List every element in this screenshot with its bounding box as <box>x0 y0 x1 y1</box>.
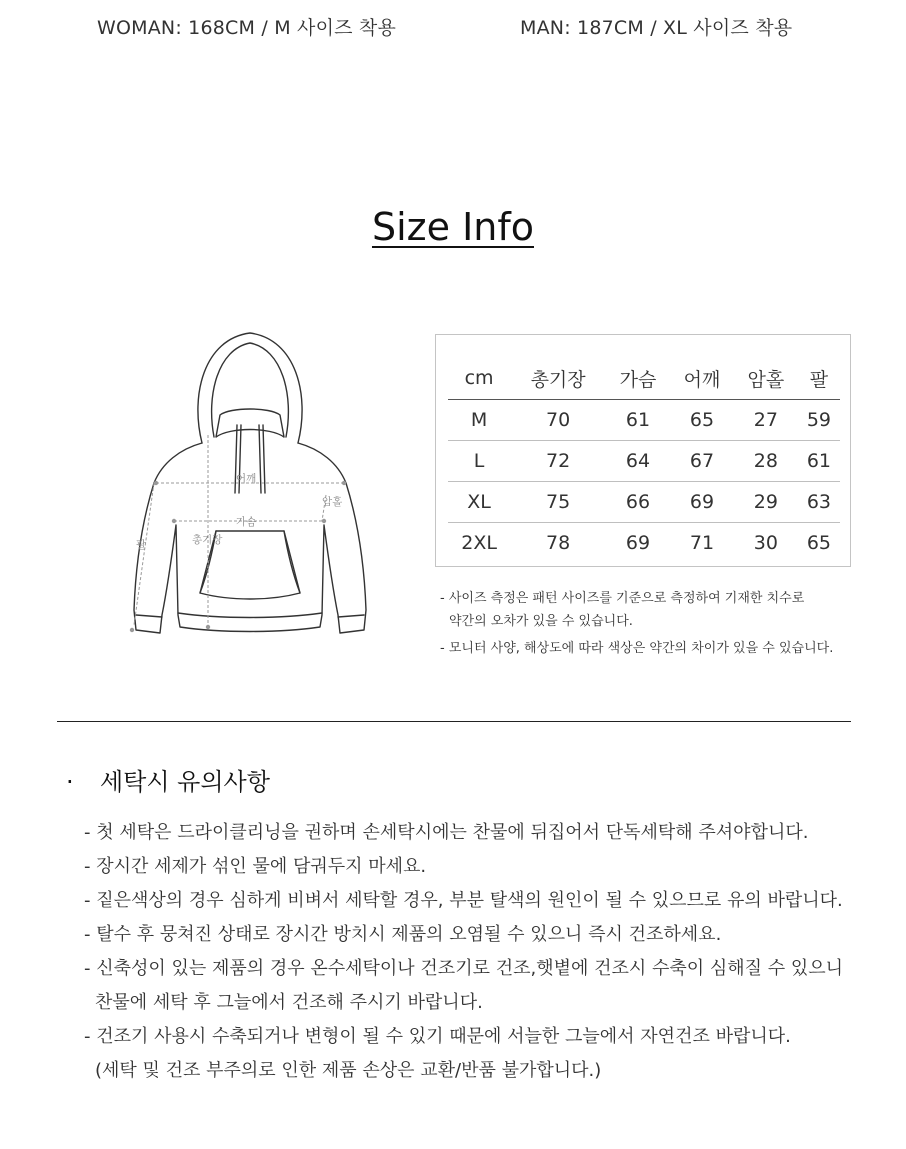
care-heading <box>66 762 270 797</box>
model-info-woman: WOMAN: 168CM / M 사이즈 착용 <box>97 17 397 39</box>
table-cell: 67 <box>670 441 734 482</box>
right-cuff <box>338 615 364 617</box>
header-cell: 총기장 <box>510 357 606 400</box>
model-info-man: MAN: 187CM / XL 사이즈 착용 <box>520 17 793 39</box>
hem-band <box>178 613 322 618</box>
size-table-box <box>435 334 851 567</box>
label-shoulder: 어깨 <box>236 473 257 485</box>
label-chest: 가슴 <box>236 516 257 528</box>
page-title <box>0 205 906 249</box>
bullet-icon: · <box>66 768 74 796</box>
table-cell: M <box>448 400 510 441</box>
list-item: - 신축성이 있는 제품의 경우 온수세탁이나 건조기로 건조,햇볕에 건조시 수축이 심해질 수 있으니 <box>84 958 844 979</box>
header-cell: 팔 <box>798 357 840 400</box>
header-cell: 암홀 <box>734 357 798 400</box>
table-cell: 69 <box>670 482 734 523</box>
list-item: (세탁 및 건조 부주의로 인한 제품 손상은 교환/반품 불가합니다.) <box>95 1060 602 1081</box>
chest-left-point <box>172 519 176 523</box>
size-table-header <box>448 357 840 400</box>
table-cell: 75 <box>510 482 606 523</box>
table-row <box>448 482 840 523</box>
table-row <box>448 523 840 564</box>
sleeve-bottom-point <box>130 628 134 632</box>
left-cuff <box>136 615 162 617</box>
note-line: - 사이즈 측정은 패턴 사이즈를 기준으로 측정하여 기재한 치수로 <box>440 591 805 606</box>
shoulder-right-point <box>342 481 346 485</box>
table-cell: XL <box>448 482 510 523</box>
table-cell: L <box>448 441 510 482</box>
table-cell: 66 <box>606 482 670 523</box>
shoulder-left-point <box>154 481 158 485</box>
list-item: - 짙은색상의 경우 심하게 비벼서 세탁할 경우, 부분 탈색의 원인이 될 수 있으므로 유의 바랍니다. <box>84 890 843 911</box>
length-bottom-point <box>206 625 210 629</box>
list-item: - 탈수 후 뭉쳐진 상태로 장시간 방치시 제품의 오염될 수 있으니 즉시 건조하세요. <box>84 924 722 945</box>
title-text: Size Info <box>371 205 534 249</box>
list-item: - 장시간 세제가 섞인 물에 담궈두지 마세요. <box>84 856 427 877</box>
hoodie-diagram <box>120 325 380 640</box>
care-instructions <box>84 816 843 1088</box>
list-item: 찬물에 세탁 후 그늘에서 건조해 주시기 바랍니다. <box>95 992 483 1013</box>
table-cell: 72 <box>510 441 606 482</box>
table-cell: 69 <box>625 532 651 554</box>
header-cell: 가슴 <box>606 357 670 400</box>
note-line: 약간의 오차가 있을 수 있습니다. <box>449 614 633 629</box>
table-cell: 63 <box>798 482 840 523</box>
table-row <box>448 441 840 482</box>
table-cell: 27 <box>734 400 798 441</box>
section-divider <box>57 721 851 722</box>
size-table <box>448 357 840 563</box>
label-length: 총기장 <box>192 534 223 546</box>
hood-opening <box>212 343 289 437</box>
collar <box>216 409 284 437</box>
list-item: - 건조기 사용시 수축되거나 변형이 될 수 있기 때문에 서늘한 그늘에서 자연건조 바랍니다. <box>84 1026 791 1047</box>
table-cell: 61 <box>798 441 840 482</box>
table-cell: 65 <box>670 400 734 441</box>
table-cell: 78 <box>546 532 571 554</box>
table-cell: 28 <box>734 441 798 482</box>
header-cell: cm <box>448 357 510 400</box>
care-heading-text: 세탁시 유의사항 <box>100 768 270 796</box>
drawstring-right <box>259 425 261 493</box>
table-cell: 29 <box>734 482 798 523</box>
table-cell: 59 <box>798 400 840 441</box>
note-line: - 모니터 사양, 해상도에 따라 색상은 약간의 차이가 있을 수 있습니다. <box>440 641 834 656</box>
table-cell: 61 <box>606 400 670 441</box>
sleeve-guide <box>134 483 154 625</box>
chest-right-point <box>322 519 326 523</box>
table-cell: 70 <box>510 400 606 441</box>
table-cell: 65 <box>806 532 832 554</box>
label-sleeve: 팔 <box>136 539 147 551</box>
table-cell: 30 <box>753 532 778 554</box>
measurement-notes <box>440 587 833 660</box>
table-row <box>448 400 840 441</box>
table-cell: 2XL <box>461 532 497 554</box>
header-cell: 어깨 <box>670 357 734 400</box>
table-cell: 71 <box>689 532 715 554</box>
list-item: - 첫 세탁은 드라이클리닝을 권하며 손세탁시에는 찬물에 뒤집어서 단독세탁해 주셔야합니다. <box>84 822 809 843</box>
label-armhole: 암홀 <box>322 496 343 508</box>
table-cell: 64 <box>606 441 670 482</box>
body-outline <box>134 443 366 633</box>
